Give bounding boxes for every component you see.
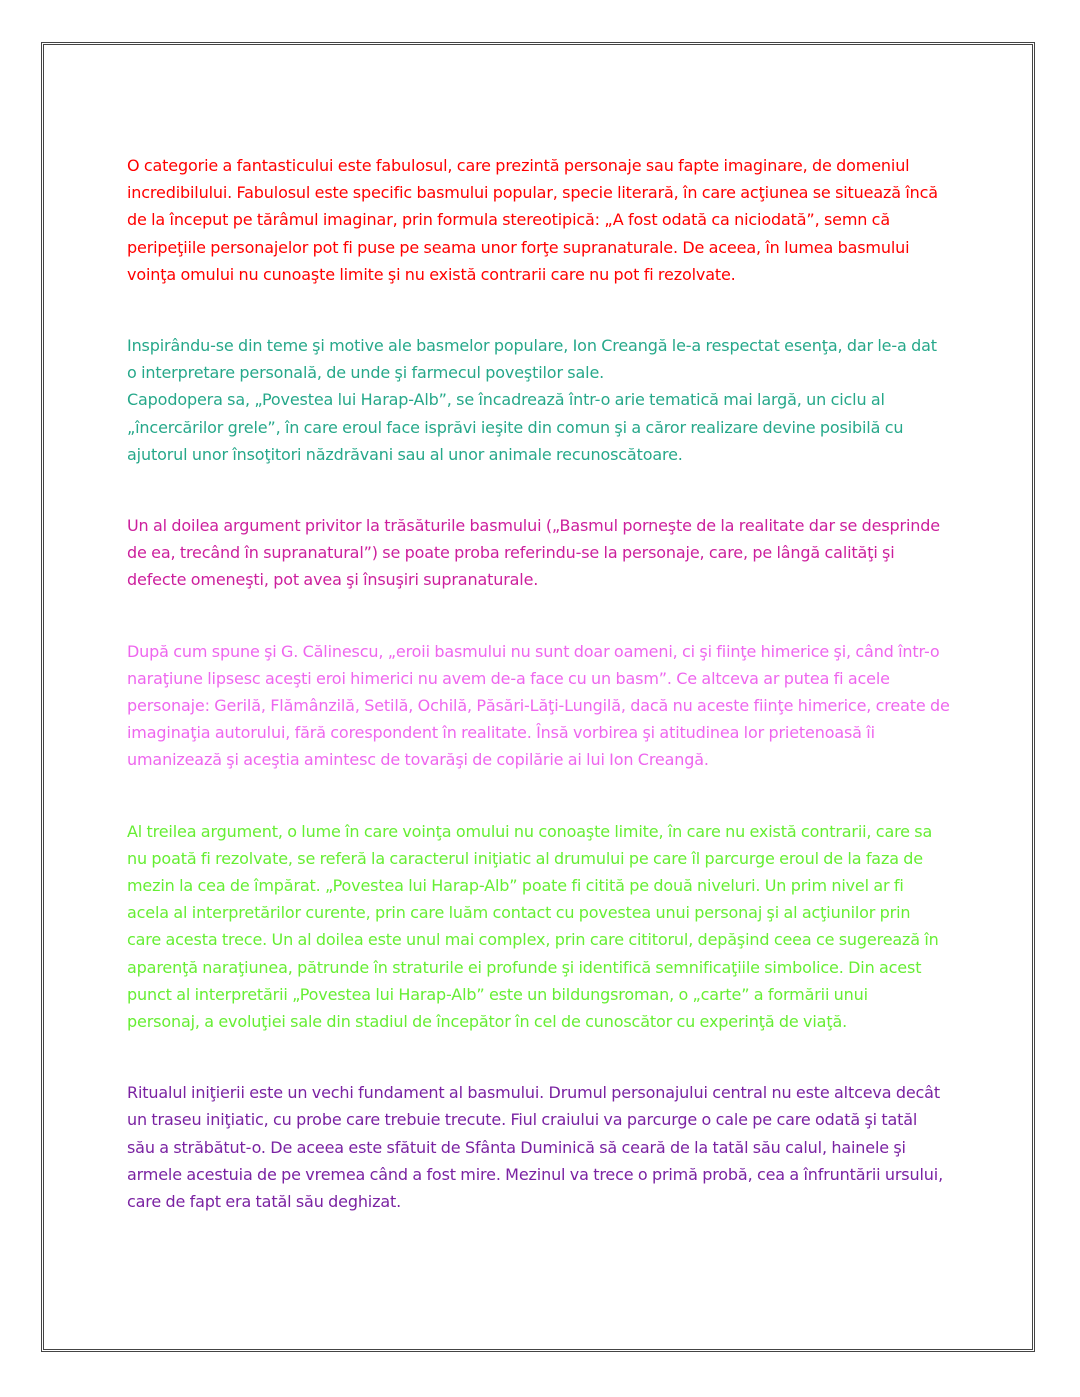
text-line: peripeţiile personajelor pot fi puse pe seama unor forţe supranaturale. De aceea, în lumea basmului bbox=[127, 237, 910, 257]
paragraph-al-treilea-argument bbox=[127, 818, 957, 1036]
text-line: mezin la cea de împărat. „Povestea lui Harap-Alb” poate fi citită pe două niveluri. Un prim nivel ar fi bbox=[127, 876, 904, 896]
text-line: O categorie a fantasticului este fabulosul, care prezintă personaje sau fapte imaginare, de domeniul bbox=[127, 156, 910, 175]
document-body bbox=[127, 152, 957, 1215]
text-line: nu poată fi rezolvate, se referă la caracterul iniţiatic al drumului pe care îl parcurge eroul de la faza de bbox=[127, 848, 923, 868]
text-line: de la început pe tărâmul imaginar, prin formula stereotipică: „A fost odată ca niciodată”, semn că bbox=[127, 210, 890, 230]
text-line: Inspirându-se din teme şi motive ale basmelor populare, Ion Creangă le-a respectat esenţa, dar le-a dat bbox=[127, 336, 937, 356]
text-line: După cum spune şi G. Călinescu, „eroii basmului nu sunt doar oameni, ci şi fiinţe himerice şi, când într-o bbox=[127, 641, 940, 661]
text-line: naraţiune lipsesc aceşti eroi himerici nu avem de-a face cu un basm”. Ce altceva ar putea fi acele bbox=[127, 668, 890, 688]
text-line: un traseu iniţiatic, cu probe care trebuie trecute. Fiul craiului va parcurge o cale pe care odată şi tatăl bbox=[127, 1110, 918, 1130]
text-line: umanizează şi aceştia amintesc de tovarăşi de copilărie ai lui Ion Creangă. bbox=[127, 750, 709, 770]
paragraph-fabulosul bbox=[127, 152, 957, 288]
text-line: Capodopera sa, „Povestea lui Harap-Alb”, se încadrează într-o arie tematică mai largă, un ciclu al bbox=[127, 390, 885, 410]
paragraph-calinescu bbox=[127, 638, 957, 774]
text-line: Al treilea argument, o lume în care voinţa omului nu conoaşte limite, în care nu există contrarii, care sa bbox=[127, 821, 933, 841]
text-line: care de fapt era tatăl său deghizat. bbox=[127, 1192, 402, 1212]
text-line: care acesta trece. Un al doilea este unul mai complex, prin care cititorul, depăşind ceea ce sugerează în bbox=[127, 930, 939, 950]
paragraph-ion-creanga bbox=[127, 332, 957, 468]
text-line: personaje: Gerilă, Flămânzilă, Setilă, Ochilă, Păsări-Lăţi-Lungilă, dacă nu aceste fiinţe himerice, create de bbox=[127, 696, 950, 716]
text-line: o interpretare personală, de unde şi farmecul poveştilor sale. bbox=[127, 363, 605, 383]
text-line: imaginaţia autorului, fără corespondent în realitate. Însă vorbirea şi atitudinea lor prietenoasă îi bbox=[127, 723, 875, 743]
text-line: aparenţă naraţiunea, pătrunde în straturile ei profunde şi identifică semnificaţiile simbolice. Din acest bbox=[127, 957, 922, 977]
text-line: său a străbătut-o. De aceea este sfătuit de Sfânta Duminică să ceară de la tatăl său calul, hainele şi bbox=[127, 1137, 906, 1157]
text-line: „încercărilor grele”, în care eroul face isprăvi ieşite din comun şi a căror realizare devine posibilă cu bbox=[127, 417, 904, 437]
text-line: incredibilului. Fabulosul este specific basmului popular, specie literară, în care acţiunea se situează încă bbox=[127, 183, 938, 203]
text-line: Un al doilea argument privitor la trăsăturile basmului („Basmul porneşte de la realitate dar se desprinde bbox=[127, 516, 940, 536]
text-line: personaj, a evoluţiei sale din stadiul de începător în cel de cunoscător cu experinţă de viaţă. bbox=[127, 1012, 848, 1032]
text-line: voinţa omului nu cunoaşte limite şi nu există contrarii care nu pot fi rezolvate. bbox=[127, 264, 736, 284]
paragraph-al-doilea-argument bbox=[127, 512, 957, 594]
text-line: de ea, trecând în supranatural”) se poate proba referindu-se la personaje, care, pe lângă calităţi şi bbox=[127, 543, 895, 563]
text-line: punct al interpretării „Povestea lui Harap-Alb” este un bildungsroman, o „carte” a formării unui bbox=[127, 984, 868, 1004]
text-line: ajutorul unor însoţitori năzdrăvani sau al unor animale recunoscătoare. bbox=[127, 444, 683, 464]
text-line: acela al interpretărilor curente, prin care luăm contact cu povestea unui personaj şi al acţiunilor prin bbox=[127, 903, 911, 923]
text-line: armele acestuia de pe vremea când a fost mire. Mezinul va trece o primă probă, cea a înfruntării ursului, bbox=[127, 1164, 944, 1184]
paragraph-ritualul-initierii bbox=[127, 1079, 957, 1215]
text-line: Ritualul iniţierii este un vechi fundament al basmului. Drumul personajului central nu este altceva decât bbox=[127, 1083, 940, 1103]
text-line: defecte omeneşti, pot avea şi însuşiri supranaturale. bbox=[127, 570, 539, 590]
